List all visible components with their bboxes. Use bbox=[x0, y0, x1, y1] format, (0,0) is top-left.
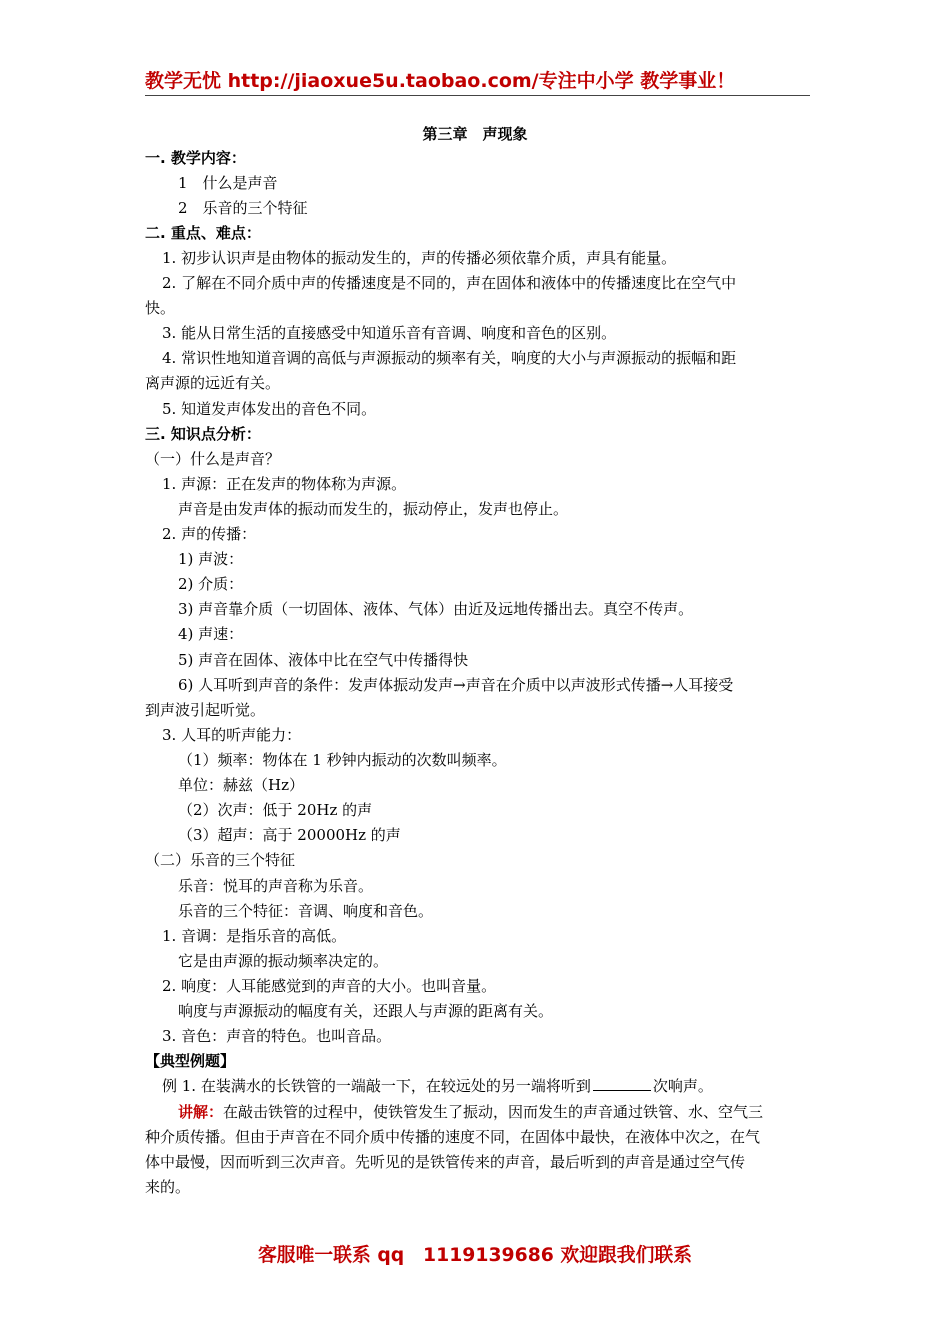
explanation-line: 种介质传播。但由于声音在不同介质中传播的速度不同，在固体中最快，在液体中次之，在气 bbox=[145, 1128, 761, 1146]
text-line: 单位：赫兹（Hz） bbox=[178, 776, 304, 794]
list-item: （1）频率：物体在 1 秒钟内振动的次数叫频率。 bbox=[178, 751, 507, 769]
subsection-heading: （二）乐音的三个特征 bbox=[145, 851, 296, 869]
list-item: 4) 声速： bbox=[178, 625, 244, 643]
text-line: 声音是由发声体的振动而发生的，振动停止，发声也停止。 bbox=[178, 500, 569, 518]
list-item: 1) 声波： bbox=[178, 550, 244, 568]
list-item: 6) 人耳听到声音的条件：发声体振动发声→声音在介质中以声波形式传播→人耳接受 bbox=[178, 676, 734, 694]
explanation-line bbox=[178, 1103, 763, 1121]
list-item: 1. 音调：是指乐音的高低。 bbox=[162, 927, 347, 945]
explanation-label: 讲解： bbox=[178, 1103, 224, 1121]
list-item: 1 什么是声音 bbox=[178, 174, 278, 192]
list-item: （2）次声：低于 20Hz 的声 bbox=[178, 801, 373, 819]
explanation-text: 在敲击铁管的过程中，使铁管发生了振动，因而发生的声音通过铁管、水、空气三 bbox=[223, 1103, 764, 1121]
list-item: 3. 人耳的听声能力： bbox=[162, 726, 302, 744]
header-text: 教学无忧 http://jiaoxue5u.taobao.com/专注中小学 教学事业！ bbox=[145, 70, 736, 92]
list-item: 2. 声的传播： bbox=[162, 525, 257, 543]
text-line: 乐音：悦耳的声音称为乐音。 bbox=[178, 877, 374, 895]
text-line: 响度与声源振动的幅度有关，还跟人与声源的距离有关。 bbox=[178, 1002, 554, 1020]
section-heading: 二. 重点、难点： bbox=[145, 224, 261, 242]
list-item: （3）超声：高于 20000Hz 的声 bbox=[178, 826, 401, 844]
list-item: 3) 声音靠介质（一切固体、液体、气体）由近及远地传播出去。真空不传声。 bbox=[178, 600, 694, 618]
section-heading: 一. 教学内容： bbox=[145, 149, 246, 167]
page-footer: 客服唯一联系 qq 1119139686 欢迎跟我们联系 bbox=[257, 1244, 693, 1266]
list-item: 3. 音色：声音的特色。也叫音品。 bbox=[162, 1027, 392, 1045]
explanation-line: 体中最慢，因而听到三次声音。先听见的是铁管传来的声音，最后听到的声音是通过空气传 bbox=[145, 1153, 746, 1171]
list-item: 1. 声源：正在发声的物体称为声源。 bbox=[162, 475, 407, 493]
chapter-title: 第三章 声现象 bbox=[422, 125, 528, 143]
list-item: 2 乐音的三个特征 bbox=[178, 199, 308, 217]
list-item: 3. 能从日常生活的直接感受中知道乐音有音调、响度和音色的区别。 bbox=[162, 324, 617, 342]
list-item: 4. 常识性地知道音调的高低与声源振动的频率有关，响度的大小与声源振动的振幅和距 bbox=[162, 349, 737, 367]
example-question bbox=[162, 1077, 713, 1095]
section-heading: 【典型例题】 bbox=[145, 1052, 236, 1070]
page-header bbox=[145, 66, 810, 96]
question-suffix: 次响声。 bbox=[652, 1077, 713, 1095]
text-line: 它是由声源的振动频率决定的。 bbox=[178, 952, 389, 970]
subsection-heading: （一）什么是声音？ bbox=[145, 450, 281, 468]
text-line: 快。 bbox=[145, 299, 176, 317]
question-text: 例 1. 在装满水的长铁管的一端敲一下，在较远处的另一端将听到 bbox=[162, 1077, 591, 1095]
text-line: 乐音的三个特征：音调、响度和音色。 bbox=[178, 902, 434, 920]
answer-blank bbox=[593, 1078, 651, 1091]
list-item: 2. 了解在不同介质中声的传播速度是不同的，声在固体和液体中的传播速度比在空气中 bbox=[162, 274, 737, 292]
list-item: 5) 声音在固体、液体中比在空气中传播得快 bbox=[178, 651, 469, 669]
text-line: 离声源的远近有关。 bbox=[145, 374, 281, 392]
explanation-line: 来的。 bbox=[145, 1178, 191, 1196]
section-heading: 三. 知识点分析： bbox=[145, 425, 261, 443]
list-item: 5. 知道发声体发出的音色不同。 bbox=[162, 400, 377, 418]
list-item: 1. 初步认识声是由物体的振动发生的，声的传播必须依靠介质，声具有能量。 bbox=[162, 249, 677, 267]
list-item: 2. 响度：人耳能感觉到的声音的大小。也叫音量。 bbox=[162, 977, 497, 995]
list-item: 2) 介质： bbox=[178, 575, 244, 593]
text-line: 到声波引起听觉。 bbox=[145, 701, 266, 719]
